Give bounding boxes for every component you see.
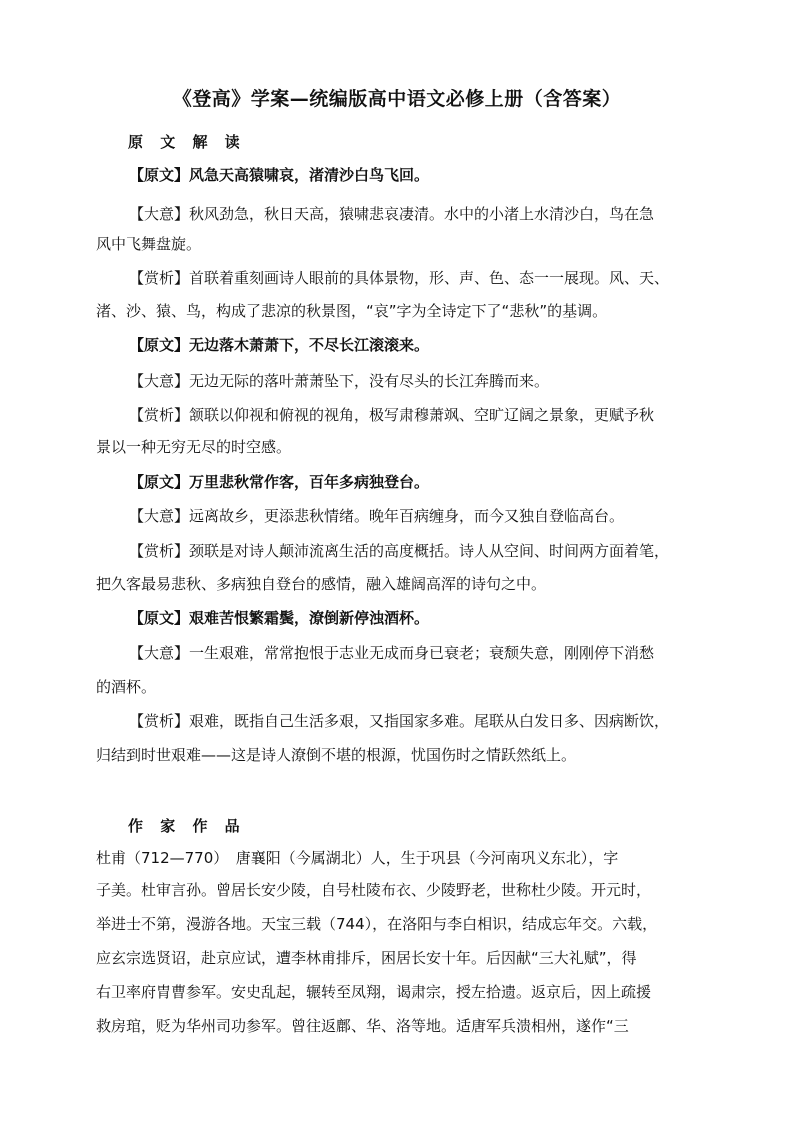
original-line: 【原文】艰难苦恨繁霜鬓，潦倒新停浊酒杯。 (129, 609, 430, 627)
analysis-line: 【赏析】颔联以仰视和俯视的视角，极写肃穆萧飒、空旷辽阔之景象，更赋予秋 (129, 406, 655, 424)
original-line: 【原文】风急天高猿啸哀，渚清沙白鸟飞回。 (129, 166, 430, 184)
meaning-line: 【大意】秋风劲急，秋日天高，猿啸悲哀凄清。水中的小渚上水清沙白，鸟在急 (129, 205, 655, 223)
section-heading-reading: 原 文 解 读 (128, 133, 246, 151)
author-line: 应玄宗选贤诏，赴京应试，遭李林甫排斥，困居长安十年。后因献“三大礼赋”，得 (96, 949, 637, 967)
analysis-line: 景以一种无穷无尽的时空感。 (96, 438, 292, 456)
author-line: 右卫率府胄曹参军。安史乱起，辗转至凤翔，谒肃宗，授左拾遗。返京后，因上疏援 (96, 983, 652, 1001)
original-line: 【原文】无边落木萧萧下，不尽长江滚滚来。 (129, 336, 430, 354)
author-line: 救房琯，贬为华州司功参军。曾往返鄜、华、洛等地。适唐军兵溃相州，遂作“三 (96, 1017, 629, 1035)
analysis-line: 渚、沙、猿、鸟，构成了悲凉的秋景图，“哀”字为全诗定下了“悲秋”的基调。 (96, 302, 608, 320)
document-title: 《登高》学案—统编版高中语文必修上册（含答案） (172, 88, 622, 110)
meaning-line: 【大意】一生艰难，常常抱恨于志业无成而身已衰老；衰颓失意，刚刚停下消愁 (129, 644, 655, 662)
meaning-line: 【大意】远离故乡，更添悲秋情绪。晚年百病缠身，而今又独自登临高台。 (129, 507, 625, 525)
analysis-line: 把久客最易悲秋、多病独自登台的感情，融入雄阔高浑的诗句之中。 (96, 575, 547, 593)
meaning-line: 风中飞舞盘旋。 (96, 235, 202, 253)
original-line: 【原文】万里悲秋常作客，百年多病独登台。 (129, 473, 430, 491)
analysis-line: 归结到时世艰难——这是诗人潦倒不堪的根源，忧国伤时之情跃然纸上。 (96, 746, 577, 764)
author-line: 杜甫（712—770） 唐襄阳（今属湖北）人，生于巩县（今河南巩义东北），字 (96, 849, 619, 867)
meaning-line: 的酒杯。 (96, 678, 157, 696)
section-heading-author: 作 家 作 品 (128, 817, 246, 835)
analysis-line: 【赏析】颈联是对诗人颠沛流离生活的高度概括。诗人从空间、时间两方面着笔， (129, 542, 670, 560)
author-line: 举进士不第，漫游各地。天宝三载（744），在洛阳与李白相识，结成忘年交。六载， (96, 915, 658, 933)
analysis-line: 【赏析】艰难，既指自己生活多艰，又指国家多难。尾联从白发日多、因病断饮， (129, 712, 670, 730)
meaning-line: 【大意】无边无际的落叶萧萧坠下，没有尽头的长江奔腾而来。 (129, 372, 550, 390)
analysis-line: 【赏析】首联着重刻画诗人眼前的具体景物，形、声、色、态一一展现。风、天、 (129, 269, 670, 287)
author-line: 子美。杜审言孙。曾居长安少陵，自号杜陵布衣、少陵野老，世称杜少陵。开元时， (96, 881, 652, 899)
